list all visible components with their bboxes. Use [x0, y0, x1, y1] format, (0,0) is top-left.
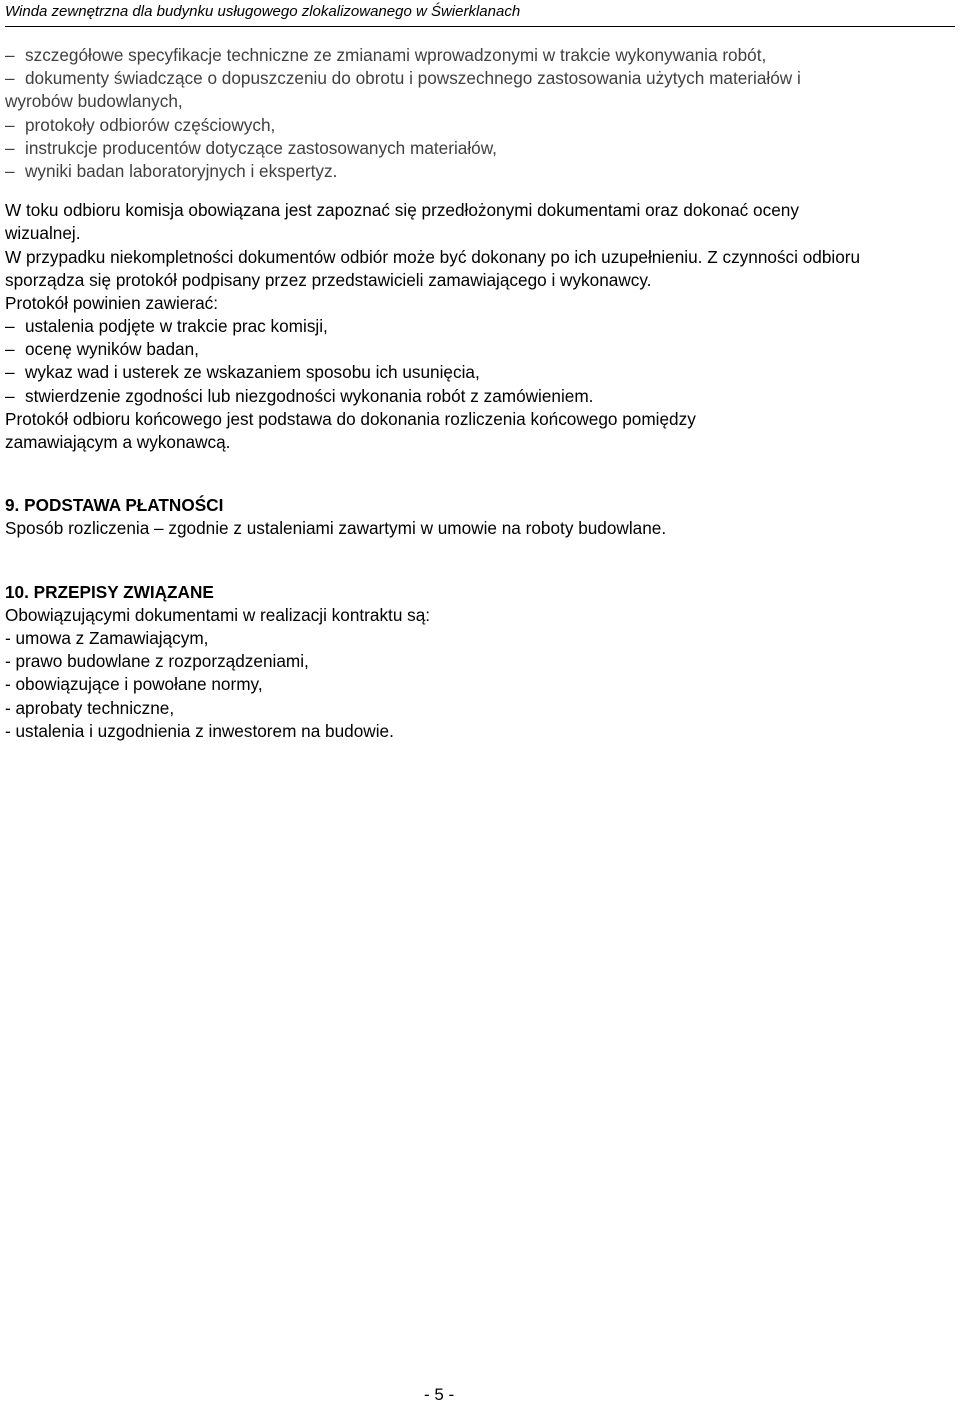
list-item: - aprobaty techniczne, [5, 697, 175, 718]
section-intro: Obowiązującymi dokumentami w realizacji kontraktu są: [5, 604, 431, 625]
paragraph-final-protocol: Protokół odbioru końcowego jest podstawa do dokonania rozliczenia końcowego pomiędzy zamawiającym a wykonawcą. [5, 408, 696, 452]
list-item: - prawo budowlane z rozporządzeniami, [5, 651, 309, 672]
list-item: – wyniki badan laboratoryjnych i ekspertyz. [5, 160, 338, 181]
list-item: – protokoły odbiorów częściowych, [5, 114, 276, 135]
list-item: - ustalenia i uzgodnienia z inwestorem na budowie. [5, 720, 394, 741]
section-text: Sposób rozliczenia – zgodnie z ustaleniami zawartymi w umowie na roboty budowlane. [5, 518, 667, 539]
page-header [5, 1, 955, 27]
protocol-contents-list [5, 315, 960, 408]
list-item: – ocenę wyników badan, [5, 339, 199, 360]
paragraph-protocol: W przypadku niekompletności dokumentów odbiór może być dokonany po ich uzupełnieniu. Z czynności odbioru sporządza się protokół podpisany przez przedstawicieli zamawiającego i wykonawcy. Protokół powinien zawierać: [5, 246, 861, 313]
section-heading: 9. PODSTAWA PŁATNOŚCI [5, 495, 224, 516]
section-10 [5, 581, 960, 743]
paragraph-inspection: W toku odbioru komisja obowiązana jest zapoznać się przedłożonymi dokumentami oraz dokonać oceny wizualnej. [5, 200, 799, 244]
list-item: – szczegółowe specyfikacje techniczne ze zmianami wprowadzonymi w trakcie wykonywania robót, [5, 45, 767, 65]
page-number: - 5 - [424, 1385, 455, 1404]
document-body [5, 44, 960, 743]
documents-list [5, 44, 960, 183]
list-item: – dokumenty świadczące o dopuszczeniu do obrotu i powszechnego zastosowania użytych materiałów i [5, 68, 801, 89]
section-heading: 10. PRZEPISY ZWIĄZANE [5, 581, 214, 602]
list-item: – stwierdzenie zgodności lub niezgodności wykonania robót z zamówieniem. [5, 385, 594, 406]
list-item: - obowiązujące i powołane normy, [5, 674, 263, 695]
list-item: - umowa z Zamawiającym, [5, 627, 209, 648]
list-item: – ustalenia podjęte w trakcie prac komisji, [5, 316, 328, 337]
list-item-continuation: wyrobów budowlanych, [5, 91, 183, 112]
list-item: – wykaz wad i usterek ze wskazaniem sposobu ich usunięcia, [5, 362, 480, 383]
section-9 [5, 494, 960, 540]
list-item: – instrukcje producentów dotyczące zastosowanych materiałów, [5, 137, 497, 158]
header-title: Winda zewnętrzna dla budynku usługowego zlokalizowanego w Świerklanach [5, 3, 521, 20]
